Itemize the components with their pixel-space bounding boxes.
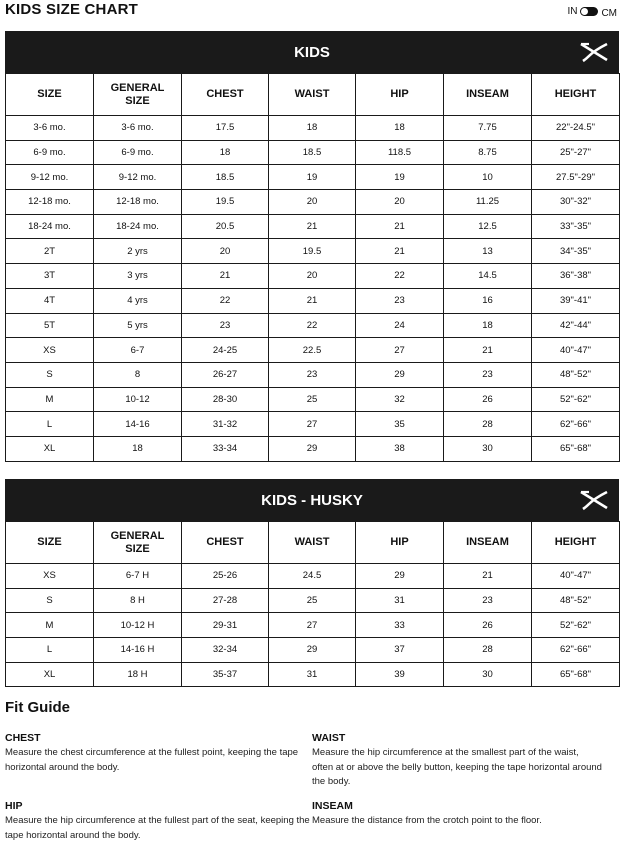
- table-cell: 6-9 mo.: [94, 140, 182, 165]
- table-cell: 22.5: [269, 338, 356, 363]
- table-row: [6, 214, 620, 239]
- table-cell: 20: [269, 190, 356, 215]
- table-cell: 3T: [6, 264, 94, 289]
- table-cell: 14.5: [444, 264, 532, 289]
- column-header: SIZE: [6, 522, 94, 564]
- table-cell: 3-6 mo.: [6, 116, 94, 141]
- table-cell: 18: [269, 116, 356, 141]
- table-cell: XS: [6, 338, 94, 363]
- table-cell: 21: [269, 214, 356, 239]
- table-cell: 14-16 H: [94, 638, 182, 663]
- table-row: [6, 165, 620, 190]
- fit-item-hip: [5, 800, 310, 843]
- table-cell: 62"-66": [532, 412, 620, 437]
- table-row: [6, 613, 620, 638]
- table-cell: 12-18 mo.: [6, 190, 94, 215]
- table-row: [6, 362, 620, 387]
- table-cell: 33: [356, 613, 444, 638]
- table-cell: 9-12 mo.: [6, 165, 94, 190]
- table-row: [6, 239, 620, 264]
- table-cell: 48"-52": [532, 362, 620, 387]
- table-cell: 33-34: [182, 436, 269, 461]
- column-header: WAIST: [269, 74, 356, 116]
- table-cell: 8.75: [444, 140, 532, 165]
- table-cell: 65"-68": [532, 662, 620, 687]
- table-cell: 19: [356, 165, 444, 190]
- table-cell: 18: [356, 116, 444, 141]
- table-cell: 19.5: [182, 190, 269, 215]
- table-cell: 26: [444, 613, 532, 638]
- table-cell: 6-7 H: [94, 564, 182, 589]
- table-cell: 27.5"-29": [532, 165, 620, 190]
- table-cell: 18: [444, 313, 532, 338]
- table-cell: 29: [356, 362, 444, 387]
- kids-size-table: [5, 31, 619, 462]
- table-cell: 11.25: [444, 190, 532, 215]
- table-cell: 30: [444, 436, 532, 461]
- toggle-switch-icon[interactable]: [580, 7, 598, 16]
- table-cell: 30: [444, 662, 532, 687]
- table-cell: M: [6, 613, 94, 638]
- table-cell: 5T: [6, 313, 94, 338]
- table-cell: 29: [356, 564, 444, 589]
- fit-item-label: INSEAM: [312, 800, 353, 812]
- table-heading: KIDS - HUSKY: [261, 491, 363, 509]
- table-cell: 42"-44": [532, 313, 620, 338]
- table-row: [6, 338, 620, 363]
- table-cell: 33"-35": [532, 214, 620, 239]
- table-cell: 21: [444, 564, 532, 589]
- table-cell: 18.5: [269, 140, 356, 165]
- table-row: [6, 288, 620, 313]
- table-row: [6, 387, 620, 412]
- table-cell: XL: [6, 662, 94, 687]
- fit-guide-title: Fit Guide: [5, 699, 70, 716]
- table-cell: L: [6, 638, 94, 663]
- fit-item-label: CHEST: [5, 732, 41, 744]
- table-cell: 32-34: [182, 638, 269, 663]
- table-cell: 21: [269, 288, 356, 313]
- table-cell: 3-6 mo.: [94, 116, 182, 141]
- table-heading: KIDS: [294, 43, 330, 61]
- table-cell: 6-9 mo.: [6, 140, 94, 165]
- table-cell: 16: [444, 288, 532, 313]
- brand-logo-icon: [579, 40, 609, 64]
- fit-item-text: Measure the distance from the crotch point to the floor.: [312, 815, 542, 826]
- table-cell: 9-12 mo.: [94, 165, 182, 190]
- column-header: CHEST: [182, 522, 269, 564]
- table-cell: 18.5: [182, 165, 269, 190]
- table-cell: 22: [182, 288, 269, 313]
- table-cell: S: [6, 588, 94, 613]
- table-cell: 24.5: [269, 564, 356, 589]
- table-row: [6, 264, 620, 289]
- table-cell: 28-30: [182, 387, 269, 412]
- table-cell: 10-12 H: [94, 613, 182, 638]
- table-cell: 27: [269, 613, 356, 638]
- column-header: INSEAM: [444, 522, 532, 564]
- table-row: [6, 313, 620, 338]
- table-row: [6, 436, 620, 461]
- table-row: [6, 116, 620, 141]
- fit-item-text: Measure the hip circumference at the smallest part of the waist, often at or above the belly button, keeping the tape horizontal around the body.: [312, 747, 602, 787]
- table-cell: 12-18 mo.: [94, 190, 182, 215]
- table-cell: 28: [444, 412, 532, 437]
- table-cell: 24: [356, 313, 444, 338]
- fit-item-text: Measure the chest circumference at the fullest point, keeping the tape horizontal around the body.: [5, 747, 299, 773]
- table-cell: 65"-68": [532, 436, 620, 461]
- table-row: [6, 190, 620, 215]
- column-header: INSEAM: [444, 74, 532, 116]
- fit-item-label: HIP: [5, 800, 23, 812]
- table-cell: 23: [356, 288, 444, 313]
- table-cell: XL: [6, 436, 94, 461]
- table-cell: 25: [269, 387, 356, 412]
- table-cell: 21: [444, 338, 532, 363]
- table-cell: 52"-62": [532, 387, 620, 412]
- brand-logo-icon: [579, 488, 609, 512]
- table-row: [6, 564, 620, 589]
- column-header: GENERAL SIZE: [94, 74, 182, 116]
- table-row: [6, 140, 620, 165]
- table-cell: 25: [269, 588, 356, 613]
- table-row: [6, 662, 620, 687]
- table-cell: 20: [356, 190, 444, 215]
- table-cell: 12.5: [444, 214, 532, 239]
- table-cell: 19.5: [269, 239, 356, 264]
- table-cell: 21: [356, 214, 444, 239]
- column-header: GENERAL SIZE: [94, 522, 182, 564]
- table-cell: 10-12: [94, 387, 182, 412]
- husky-table: [5, 521, 620, 687]
- table-cell: 27: [356, 338, 444, 363]
- table-cell: 19: [269, 165, 356, 190]
- table-cell: 18: [94, 436, 182, 461]
- table-cell: 27-28: [182, 588, 269, 613]
- table-cell: 35-37: [182, 662, 269, 687]
- table-cell: 22: [356, 264, 444, 289]
- table-row: [6, 412, 620, 437]
- column-header: SIZE: [6, 74, 94, 116]
- table-cell: 20.5: [182, 214, 269, 239]
- table-cell: 52"-62": [532, 613, 620, 638]
- table-cell: 38: [356, 436, 444, 461]
- column-header: HEIGHT: [532, 74, 620, 116]
- table-cell: L: [6, 412, 94, 437]
- table-cell: 25"-27": [532, 140, 620, 165]
- table-cell: 20: [182, 239, 269, 264]
- table-cell: 21: [356, 239, 444, 264]
- column-header: WAIST: [269, 522, 356, 564]
- unit-toggle[interactable]: [567, 6, 617, 17]
- table-cell: 18 H: [94, 662, 182, 687]
- table-cell: 27: [269, 412, 356, 437]
- table-cell: 31: [269, 662, 356, 687]
- table-cell: 118.5: [356, 140, 444, 165]
- table-cell: 39"-41": [532, 288, 620, 313]
- table-cell: 10: [444, 165, 532, 190]
- fit-item-inseam: [312, 800, 612, 829]
- table-cell: 24-25: [182, 338, 269, 363]
- table-cell: 18-24 mo.: [94, 214, 182, 239]
- table-cell: XS: [6, 564, 94, 589]
- husky-size-table: [5, 479, 619, 687]
- table-cell: 18-24 mo.: [6, 214, 94, 239]
- table-cell: 23: [269, 362, 356, 387]
- table-cell: 29: [269, 436, 356, 461]
- unit-in-label: IN: [567, 6, 578, 17]
- table-cell: 26: [444, 387, 532, 412]
- table-cell: 21: [182, 264, 269, 289]
- table-cell: 4T: [6, 288, 94, 313]
- table-cell: 30"-32": [532, 190, 620, 215]
- table-cell: 23: [444, 588, 532, 613]
- kids-table: [5, 73, 620, 462]
- fit-item-waist: [312, 732, 602, 790]
- column-header: HIP: [356, 74, 444, 116]
- table-cell: 23: [444, 362, 532, 387]
- table-cell: 29-31: [182, 613, 269, 638]
- table-row: [6, 638, 620, 663]
- table-cell: 18: [182, 140, 269, 165]
- table-cell: 36"-38": [532, 264, 620, 289]
- table-cell: 40"-47": [532, 338, 620, 363]
- table-cell: 39: [356, 662, 444, 687]
- table-cell: 5 yrs: [94, 313, 182, 338]
- table-cell: 25-26: [182, 564, 269, 589]
- table-cell: 48"-52": [532, 588, 620, 613]
- column-header: CHEST: [182, 74, 269, 116]
- table-cell: 2 yrs: [94, 239, 182, 264]
- fit-item-chest: [5, 732, 305, 775]
- table-cell: 31: [356, 588, 444, 613]
- table-cell: 6-7: [94, 338, 182, 363]
- table-cell: 22: [269, 313, 356, 338]
- table-cell: 22"-24.5": [532, 116, 620, 141]
- table-header-bar: [5, 479, 619, 521]
- table-cell: M: [6, 387, 94, 412]
- table-cell: 28: [444, 638, 532, 663]
- table-cell: 35: [356, 412, 444, 437]
- table-cell: 7.75: [444, 116, 532, 141]
- table-cell: 26-27: [182, 362, 269, 387]
- table-cell: 37: [356, 638, 444, 663]
- table-header-bar: [5, 31, 619, 73]
- table-cell: 32: [356, 387, 444, 412]
- table-cell: 62"-66": [532, 638, 620, 663]
- table-cell: S: [6, 362, 94, 387]
- table-cell: 34"-35": [532, 239, 620, 264]
- page-title: KIDS SIZE CHART: [5, 1, 139, 18]
- fit-item-text: Measure the hip circumference at the fullest part of the seat, keeping the tape horizontal around the body.: [5, 815, 310, 841]
- table-cell: 13: [444, 239, 532, 264]
- table-cell: 20: [269, 264, 356, 289]
- table-cell: 3 yrs: [94, 264, 182, 289]
- table-cell: 2T: [6, 239, 94, 264]
- column-header: HEIGHT: [532, 522, 620, 564]
- table-cell: 23: [182, 313, 269, 338]
- table-cell: 31-32: [182, 412, 269, 437]
- table-row: [6, 588, 620, 613]
- table-cell: 8: [94, 362, 182, 387]
- table-cell: 40"-47": [532, 564, 620, 589]
- table-cell: 4 yrs: [94, 288, 182, 313]
- table-cell: 8 H: [94, 588, 182, 613]
- unit-cm-label: CM: [601, 8, 617, 19]
- table-cell: 14-16: [94, 412, 182, 437]
- table-cell: 29: [269, 638, 356, 663]
- table-cell: 17.5: [182, 116, 269, 141]
- fit-item-label: WAIST: [312, 732, 346, 744]
- column-header: HIP: [356, 522, 444, 564]
